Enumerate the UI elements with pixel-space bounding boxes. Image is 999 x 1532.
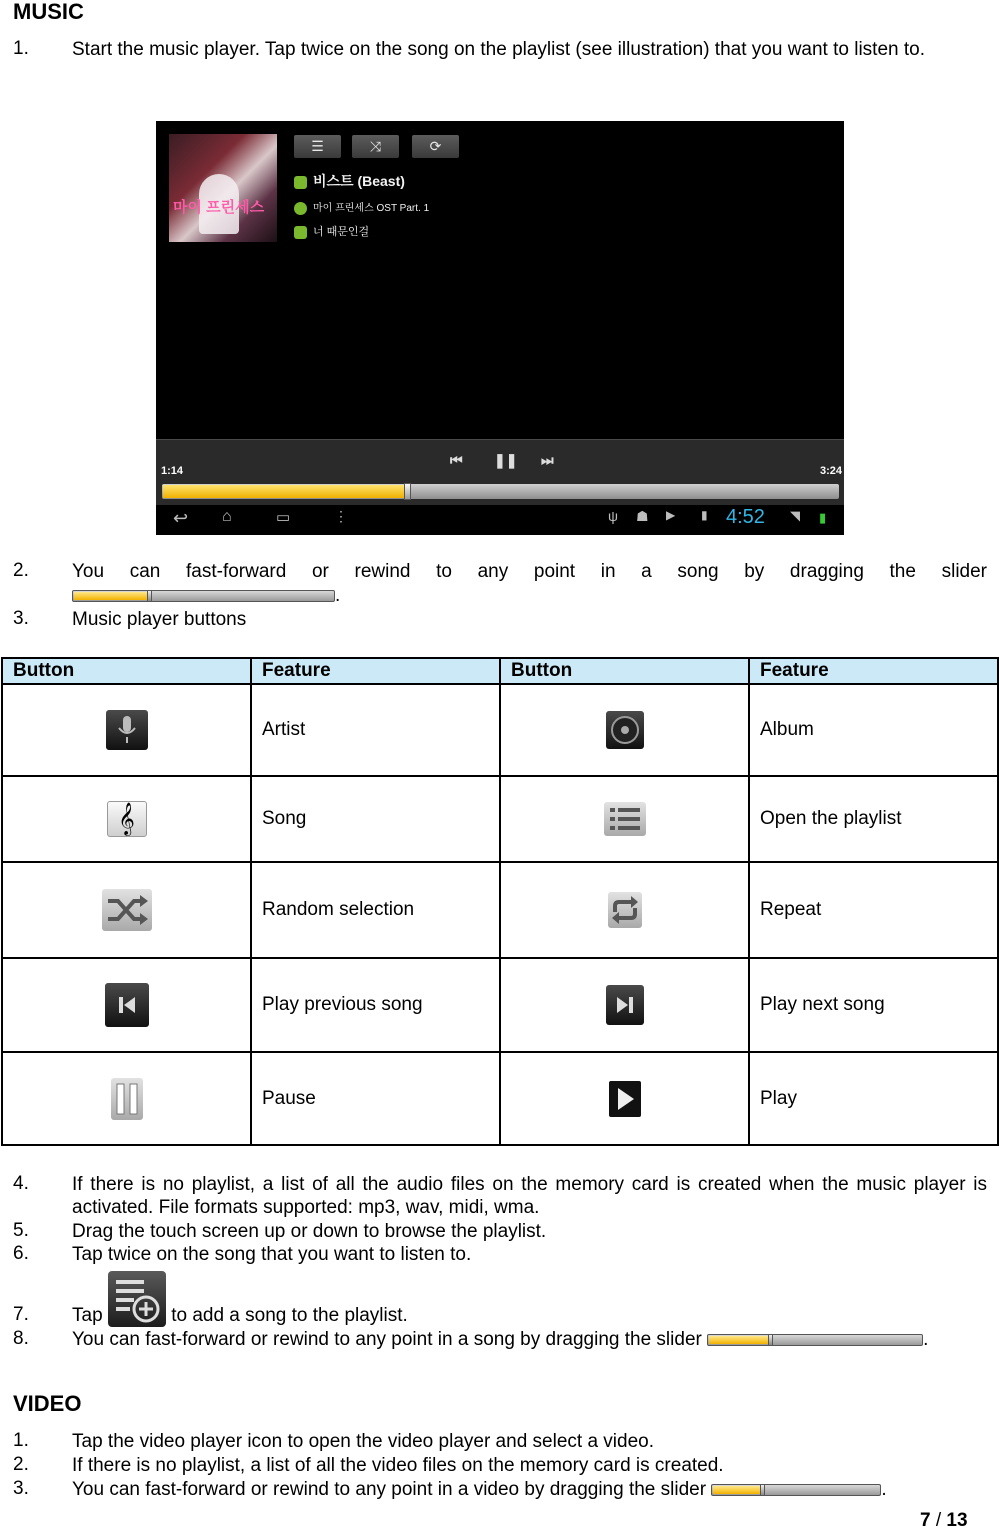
- pause-icon: ❚❚: [494, 452, 518, 468]
- repeat-icon: ⟳: [412, 135, 459, 158]
- step-text: Tap twice on the song that you want to listen to.: [72, 1244, 472, 1265]
- table-header: Button: [2, 658, 251, 684]
- microphone-icon: [106, 710, 148, 750]
- table-header: Button: [500, 658, 749, 684]
- player-controls: [156, 439, 844, 506]
- step-text: You can fast-forward or rewind to any point in a song by dragging the slider: [72, 1329, 702, 1350]
- music-heading: MUSIC: [13, 0, 84, 24]
- treble-clef-icon: [294, 226, 307, 239]
- usb-icon: ψ: [608, 508, 618, 524]
- playlist-icon: ☰: [294, 135, 341, 158]
- album-art: 마이 프린세스: [169, 134, 277, 242]
- previous-icon: ⏮: [450, 452, 463, 468]
- step-text: You can fast-forward or rewind to any point in a song by dragging the slider: [72, 561, 987, 582]
- play-icon: [609, 1081, 641, 1117]
- feature-label: Song: [251, 776, 500, 862]
- sd-card-icon: ▮: [701, 508, 708, 522]
- table-header: Feature: [749, 658, 998, 684]
- shuffle-icon: [102, 889, 152, 931]
- album-disc-icon: [606, 711, 644, 749]
- slider-icon: [72, 590, 335, 602]
- step-number: 4.: [13, 1173, 29, 1194]
- pause-icon: [111, 1078, 143, 1120]
- menu-icon: ⋮: [334, 508, 348, 524]
- elapsed-time: 1:14: [161, 465, 184, 477]
- music-buttons-table: [1, 657, 999, 1146]
- step-text: If there is no playlist, a list of all the video files on the memory card is created.: [72, 1455, 724, 1476]
- step-text: Music player buttons: [72, 609, 247, 630]
- video-heading: VIDEO: [13, 1391, 82, 1416]
- step-number: 1.: [13, 38, 29, 59]
- step-text: Tap the video player icon to open the video player and select a video.: [72, 1431, 654, 1452]
- next-icon: [606, 985, 644, 1025]
- step-text: If there is no playlist, a list of all the audio files on the memory card is created when the music player is activated. File formats supported: mp3, wav, midi, wma.: [72, 1174, 987, 1218]
- seek-slider: [162, 484, 839, 499]
- slider-icon: [707, 1334, 923, 1346]
- media-icon: ▶: [666, 508, 676, 522]
- step-number: 8.: [13, 1328, 29, 1349]
- album-disc-icon: [294, 202, 307, 215]
- step-number: 3.: [13, 608, 29, 629]
- track-song: 너 때문인걸: [294, 223, 369, 239]
- microphone-icon: [294, 176, 307, 189]
- step-number: 2.: [13, 1454, 29, 1475]
- recent-apps-icon: ▭: [276, 509, 291, 526]
- repeat-icon: [608, 892, 642, 928]
- shuffle-icon: ⤨: [352, 135, 399, 158]
- android-nav-bar: [156, 505, 844, 535]
- step-number: 7.: [13, 1304, 29, 1325]
- wifi-icon: ◥: [790, 508, 800, 523]
- add-to-playlist-icon: [108, 1271, 166, 1327]
- step-text: Drag the touch screen up or down to browse the playlist.: [72, 1221, 547, 1242]
- feature-label: Play next song: [749, 958, 998, 1052]
- step-text-prefix: Tap: [72, 1305, 103, 1326]
- feature-label: Pause: [251, 1052, 500, 1145]
- step-number: 6.: [13, 1243, 29, 1264]
- battery-icon: ▮: [819, 510, 827, 525]
- feature-label: Repeat: [749, 862, 998, 958]
- feature-label: Open the playlist: [749, 776, 998, 862]
- track-album: 마이 프린세스 OST Part. 1: [294, 199, 429, 215]
- step-number: 2.: [13, 560, 29, 581]
- previous-icon: [105, 983, 149, 1027]
- table-header: Feature: [251, 658, 500, 684]
- feature-label: Play previous song: [251, 958, 500, 1052]
- track-artist: 비스트 (Beast): [294, 171, 405, 191]
- feature-label: Album: [749, 684, 998, 776]
- step-number: 5.: [13, 1220, 29, 1241]
- playlist-icon: [604, 802, 646, 836]
- duration-time: 3:24: [820, 465, 843, 477]
- next-icon: ⏭: [541, 452, 554, 468]
- page-number: 7 / 13: [920, 1510, 968, 1531]
- feature-label: Artist: [251, 684, 500, 776]
- back-icon: ↩: [173, 508, 189, 528]
- treble-clef-icon: 𝄞: [107, 801, 147, 837]
- step-number: 3.: [13, 1478, 29, 1499]
- status-clock: 4:52: [726, 506, 765, 528]
- music-player-screenshot: [156, 121, 844, 535]
- step-text: to add a song to the playlist.: [171, 1305, 408, 1326]
- android-icon: ☗: [636, 508, 649, 524]
- step-text: You can fast-forward or rewind to any point in a video by dragging the slider: [72, 1479, 707, 1500]
- feature-label: Random selection: [251, 862, 500, 958]
- feature-label: Play: [749, 1052, 998, 1145]
- step-number: 1.: [13, 1430, 29, 1451]
- home-icon: ⌂: [222, 508, 232, 525]
- step-text: Start the music player. Tap twice on the song on the playlist (see illustration) that you want to listen to.: [72, 39, 925, 60]
- slider-icon: [711, 1484, 881, 1496]
